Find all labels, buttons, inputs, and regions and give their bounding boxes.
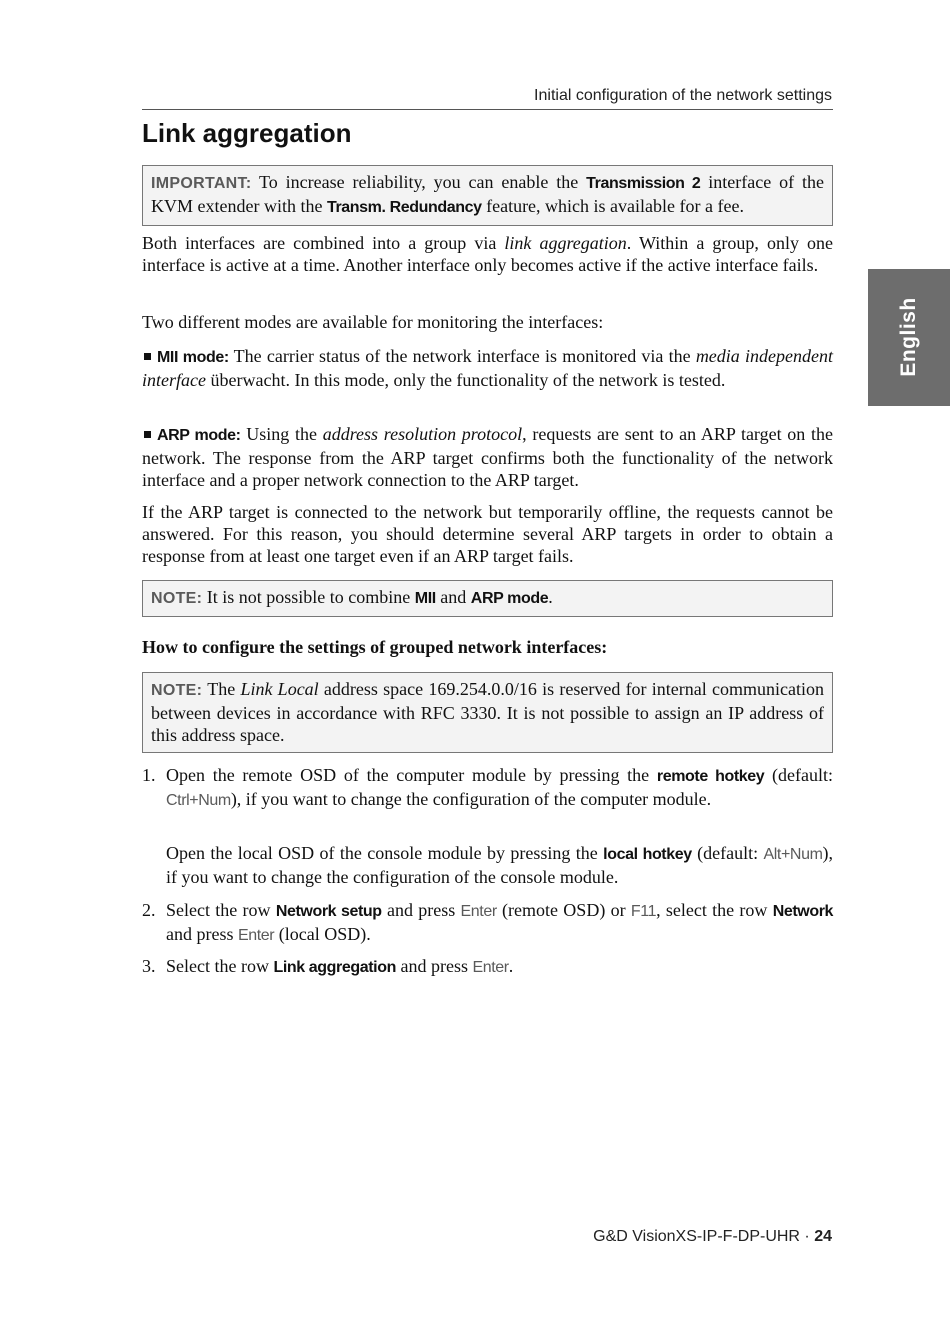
step-2-text-6: (local OSD). xyxy=(274,924,371,944)
page-title: Link aggregation xyxy=(142,118,352,148)
step-1b-key-2: Alt+Num xyxy=(763,846,823,863)
step-1-local xyxy=(142,842,833,888)
note2-emphasis: Link Local xyxy=(240,679,319,699)
bullet-mii-emphasis: media independent interface xyxy=(142,346,833,390)
step-1-key-1: remote hotkey xyxy=(656,768,765,785)
note1-key-2: ARP mode xyxy=(470,590,549,607)
note-box-link-local xyxy=(142,672,833,753)
howto-heading-text: How to configure the settings of grouped network interfaces: xyxy=(142,637,608,657)
bullet-mii-term: MII mode: xyxy=(157,349,229,366)
header-rule xyxy=(142,109,833,110)
bullet-mii-text-2: überwacht. In this mode, only the functionality of the network is tested. xyxy=(205,370,726,390)
paragraph-intro xyxy=(142,232,833,276)
bullet-marker xyxy=(144,353,151,360)
step-1-text-3: ), if you want to change the configuration of the computer module. xyxy=(230,789,712,809)
step-3-number: 3. xyxy=(142,956,156,976)
bullet-arp-emphasis: address resolution protocol xyxy=(322,424,523,444)
note1-text-1: It is not possible to combine xyxy=(202,587,415,607)
step-2-text-1: Select the row xyxy=(166,900,276,920)
important-label: IMPORTANT: xyxy=(151,175,252,192)
howto-heading xyxy=(142,636,833,658)
step-1b-text-3: ), if you want to change the configuration of the console module. xyxy=(166,843,833,887)
footer-product: G&D VisionXS-IP-F-DP-UHR · xyxy=(593,1228,815,1245)
step-2-number: 2. xyxy=(142,900,156,920)
paragraph-modes xyxy=(142,311,833,333)
step-2-text-4: , select the row xyxy=(656,900,773,920)
bullet-mii xyxy=(142,345,833,391)
step-2-key-3: F11 xyxy=(630,903,657,920)
step-3-text-1: Select the row xyxy=(166,956,274,976)
para1-text-1: Both interfaces are combined into a group via xyxy=(142,233,505,253)
bullet-mii-text-1: The carrier status of the network interface is monitored via the xyxy=(228,346,696,366)
step-3-key-2: Enter xyxy=(472,959,509,976)
page-footer xyxy=(400,1228,832,1246)
note2-text-2: address space 169.254.0.0/16 is reserved for internal communication between devices in accordance with RFC 3330. It is not possible to assign an IP address of this address space. xyxy=(151,679,824,745)
bullet-arp-text-1: Using the xyxy=(240,424,323,444)
step-1-key-2: Ctrl+Num xyxy=(166,792,231,809)
important-key-2: Transm. Redundancy xyxy=(326,199,482,216)
important-text-2: interface of the KVM extender with the xyxy=(151,172,824,216)
step-2-key-4: Network xyxy=(772,903,834,920)
step-2-key-2: Enter xyxy=(460,903,497,920)
important-text-3: feature, which is available for a fee. xyxy=(481,196,744,216)
note1-text-2: and xyxy=(435,587,471,607)
step-1b-key-1: local hotkey xyxy=(603,846,692,863)
step-1-number: 1. xyxy=(142,765,156,785)
important-box xyxy=(142,165,833,226)
note1-key-1: MII xyxy=(414,590,436,607)
step-2-text-5: and press xyxy=(166,924,238,944)
important-key-1: Transmission 2 xyxy=(586,175,701,192)
note1-label: NOTE: xyxy=(151,590,203,607)
step-1b-text-2: (default: xyxy=(691,843,764,863)
step-2-key-1: Network setup xyxy=(275,903,382,920)
step-2-text-2: and press xyxy=(381,900,461,920)
step-1-text-2: (default: xyxy=(764,765,833,785)
footer-page-number: 24 xyxy=(814,1228,832,1245)
step-3-text-2: and press xyxy=(395,956,473,976)
bullet-marker xyxy=(144,431,151,438)
note-box-modes xyxy=(142,580,833,617)
language-tab-label: English xyxy=(897,297,920,377)
para1-text-2: . Within a group, only one interface is active at a time. Another interface only becomes active if the active interface fails. xyxy=(142,233,834,275)
important-text-1: To increase reliability, you can enable the xyxy=(251,172,587,192)
para2-text: Two different modes are available for monitoring the interfaces: xyxy=(142,312,604,332)
step-3-text-3: . xyxy=(508,956,514,976)
step-2-key-5: Enter xyxy=(237,927,275,944)
step-1b-text-1: Open the local OSD of the console module by pressing the xyxy=(166,843,604,863)
para3-text: If the ARP target is connected to the network but temporarily offline, the requests cannot be answered. For this reason, you should determine several ARP targets in order to obtain a response from at least one target even if an ARP target fails. xyxy=(142,502,833,566)
bullet-arp-term: ARP mode: xyxy=(157,427,241,444)
note1-text-3: . xyxy=(548,587,553,607)
bullet-arp xyxy=(142,423,833,491)
language-tab[interactable] xyxy=(868,269,950,406)
para1-emphasis: link aggregation xyxy=(504,233,627,253)
note2-label: NOTE: xyxy=(151,682,203,699)
step-3 xyxy=(142,955,833,979)
running-header: Initial configuration of the network settings xyxy=(534,87,832,104)
step-2 xyxy=(142,899,833,947)
paragraph-arp-offline xyxy=(142,501,833,567)
step-2-text-3: (remote OSD) or xyxy=(496,900,631,920)
bullet-arp-text-2: , requests are sent to an ARP target on the network. The response from the ARP target confirms both the functionality of the network interface and a proper network connection to the ARP target. xyxy=(142,424,834,490)
note2-text-1: The xyxy=(202,679,241,699)
step-1-text-1: Open the remote OSD of the computer module by pressing the xyxy=(166,765,657,785)
step-1 xyxy=(142,764,833,812)
step-3-key-1: Link aggregation xyxy=(273,959,396,976)
